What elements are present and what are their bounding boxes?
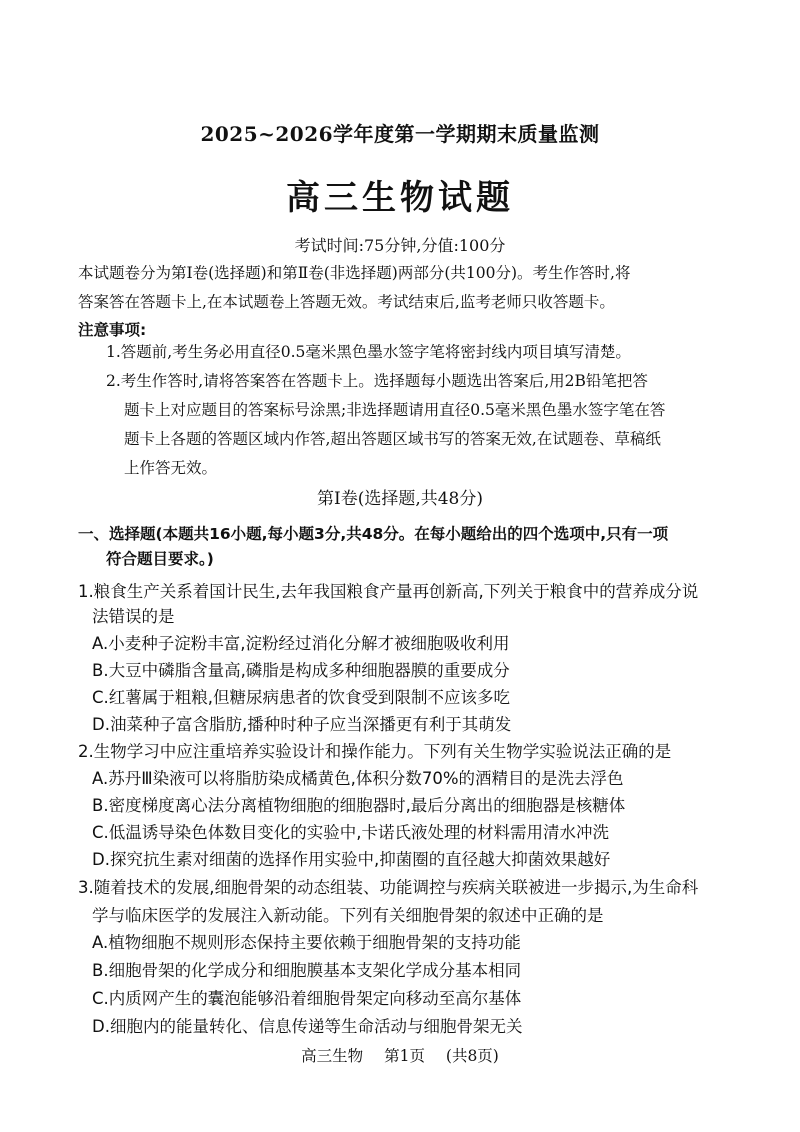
question-stem: 法错误的是	[92, 607, 175, 626]
question-option: D.细胞内的能量转化、信息传递等生命活动与细胞骨架无关	[92, 1017, 523, 1036]
part-heading: 符合题目要求。)	[106, 550, 214, 568]
question-stem: 3.随着技术的发展,细胞骨架的动态组装、功能调控与疾病关联被进一步揭示,为生命科	[78, 878, 699, 897]
page-footer	[0, 1044, 800, 1066]
question-option: A.植物细胞不规则形态保持主要依赖于细胞骨架的支持功能	[92, 933, 521, 952]
footer-page-number: 第1页	[384, 1047, 425, 1065]
part-heading: 一、选择题(本题共16小题,每小题3分,共48分。在每小题给出的四个选项中,只有一项	[78, 525, 669, 543]
question-option: C.红薯属于粗粮,但糖尿病患者的饮食受到限制不应该多吃	[92, 688, 511, 707]
footer-subject: 高三生物	[301, 1047, 364, 1065]
notice-line: 题卡上各题的答题区域内作答,超出答题区域书写的答案无效,在试题卷、草稿纸	[124, 430, 661, 448]
section-title: 第Ⅰ卷(选择题,共48分)	[316, 489, 483, 509]
intro-line: 答案答在答题卡上,在本试题卷上答题无效。考试结束后,监考老师只收答题卡。	[78, 293, 615, 311]
question-option: C.内质网产生的囊泡能够沿着细胞骨架定向移动至高尔基体	[92, 989, 522, 1008]
question-option: B.大豆中磷脂含量高,磷脂是构成多种细胞器膜的重要成分	[92, 661, 510, 680]
notice-line: 2.考生作答时,请将答案答在答题卡上。选择题每小题选出答案后,用2B铅笔把答	[106, 372, 648, 390]
question-option: A.小麦种子淀粉丰富,淀粉经过消化分解才被细胞吸收利用	[92, 634, 510, 653]
question-option: D.探究抗生素对细菌的选择作用实验中,抑菌圈的直径越大抑菌效果越好	[92, 850, 611, 869]
question-stem: 2.生物学习中应注重培养实验设计和操作能力。下列有关生物学实验说法正确的是	[78, 742, 672, 761]
footer-page-total: (共8页)	[445, 1047, 499, 1065]
notice-line: 题卡上对应题目的答案标号涂黑;非选择题请用直径0.5毫米黑色墨水签字笔在答	[124, 401, 666, 419]
question-stem: 学与临床医学的发展注入新动能。下列有关细胞骨架的叙述中正确的是	[92, 906, 604, 925]
question-stem: 1.粮食生产关系着国计民生,去年我国粮食产量再创新高,下列关于粮食中的营养成分说	[78, 582, 699, 601]
question-option: A.苏丹Ⅲ染液可以将脂肪染成橘黄色,体积分数70%的酒精目的是洗去浮色	[92, 769, 624, 788]
notice-line: 上作答无效。	[124, 459, 218, 477]
question-option: D.油菜种子富含脂肪,播种时种子应当深播更有利于其萌发	[92, 715, 512, 734]
intro-line: 本试题卷分为第Ⅰ卷(选择题)和第Ⅱ卷(非选择题)两部分(共100分)。考生作答时,将	[78, 264, 631, 282]
notice-line: 1.答题前,考生务必用直径0.5毫米黑色墨水签字笔将密封线内项目填写清楚。	[106, 343, 631, 361]
question-option: B.密度梯度离心法分离植物细胞的细胞器时,最后分离出的细胞器是核糖体	[92, 796, 626, 815]
exam-meta: 考试时间:75分钟,分值:100分	[294, 236, 506, 255]
question-option: B.细胞骨架的化学成分和细胞膜基本支架化学成分基本相同	[92, 961, 522, 980]
question-option: C.低温诱导染色体数目变化的实验中,卡诺氏液处理的材料需用清水冲洗	[92, 823, 610, 842]
notice-heading: 注意事项:	[78, 321, 147, 339]
exam-title: 高三生物试题	[286, 178, 514, 218]
exam-supertitle: 2025~2026学年度第一学期期末质量监测	[200, 122, 600, 146]
